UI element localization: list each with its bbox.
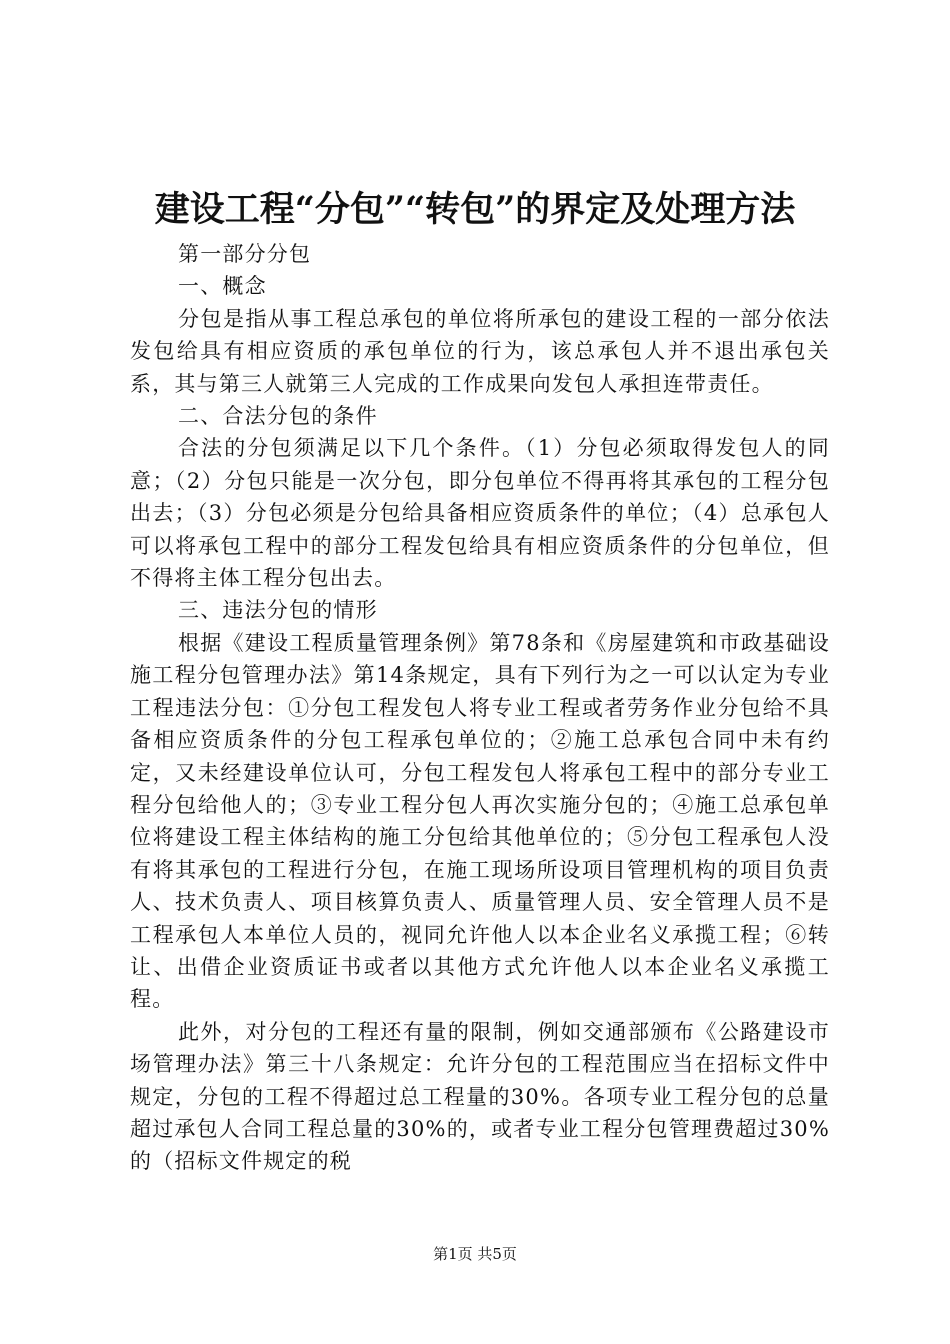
body-paragraph: 合法的分包须满足以下几个条件。（1）分包必须取得发包人的同意；（2）分包只能是一次分包，即分包单位不得再将其承包的工程分包出去；（3）分包必须是分包给具备相应资质条件的单位；（4）总承包人可以将承包工程中的部分工程发包给具有相应资质条件的分包单位，但不得将主体工程分包出去。 xyxy=(130,436,830,591)
subsection-heading: 一、概念 xyxy=(178,274,267,299)
document-body xyxy=(130,238,830,1178)
body-paragraph: 根据《建设工程质量管理条例》第78条和《房屋建筑和市政基础设施工程分包管理办法》第14条规定，具有下列行为之一可以认定为专业工程违法分包：①分包工程发包人将专业工程或者劳务作业分包给不具备相应资质条件的分包工程承包单位的；②施工总承包合同中未有约定，又未经建设单位认可，分包工程发包人将承包工程中的部分专业工程分包给他人的；③专业工程分包人再次实施分包的；④施工总承包单位将建设工程主体结构的施工分包给其他单位的；⑤分包工程承包人没有将其承包的工程进行分包，在施工现场所设项目管理机构的项目负责人、技术负责人、项目核算负责人、质量管理人员、安全管理人员不是工程承包人本单位人员的，视同允许他人以本企业名义承揽工程；⑥转让、出借企业资质证书或者以其他方式允许他人以本企业名义承揽工程。 xyxy=(130,630,830,1012)
subsection-heading: 二、合法分包的条件 xyxy=(178,404,378,429)
subsection-heading: 三、违法分包的情形 xyxy=(178,598,378,623)
document-title: 建设工程“分包”“转包”的界定及处理方法 xyxy=(154,189,796,230)
page-footer: 第1页 共5页 xyxy=(433,1245,517,1263)
body-paragraph: 此外，对分包的工程还有量的限制，例如交通部颁布《公路建设市场管理办法》第三十八条规定：允许分包的工程范围应当在招标文件中规定，分包的工程不得超过总工程量的30%。各项专业工程分包的总量超过承包人合同工程总量的30%的，或者专业工程分包管理费超过30%的（招标文件规定的税 xyxy=(130,1019,830,1174)
body-paragraph: 分包是指从事工程总承包的单位将所承包的建设工程的一部分依法发包给具有相应资质的承包单位的行为，该总承包人并不退出承包关系，其与第三人就第三人完成的工作成果向发包人承担连带责任。 xyxy=(130,306,830,396)
section-heading: 第一部分分包 xyxy=(178,242,312,266)
